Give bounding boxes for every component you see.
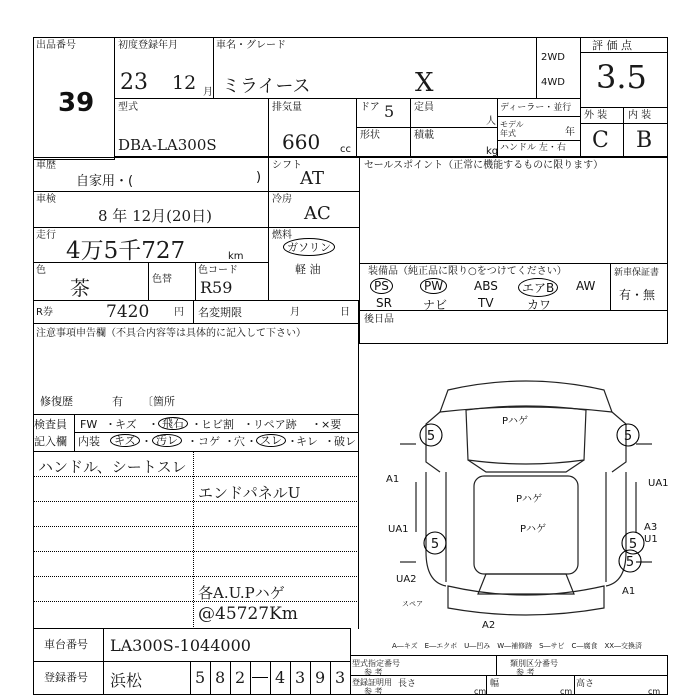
month-unit: 月	[290, 307, 300, 318]
equip-airbag: エアB	[518, 278, 558, 297]
car-damage-diagram	[376, 372, 676, 632]
equipment-label: 装備品（純正品に限り○をつけてください）	[368, 266, 567, 277]
year-unit: 年	[565, 127, 575, 138]
inspection-label: 車検	[36, 194, 56, 205]
model-year-label-1: モデル	[500, 120, 524, 129]
doors-label: ドア	[360, 102, 380, 113]
size-ref: 参 考	[364, 687, 383, 696]
shape-label: 形状	[360, 130, 380, 141]
label-left3: UA2	[396, 574, 417, 585]
insp-r2-hole: 穴	[234, 435, 245, 448]
load-label: 積載	[414, 130, 434, 141]
fuel-diesel: 軽 油	[295, 263, 321, 276]
insp-r1-crack: ヒビ割	[201, 418, 234, 431]
note-line-4: @45727Km	[198, 604, 298, 624]
width-label: 幅	[490, 679, 500, 689]
cert-value: 有・無	[619, 288, 656, 302]
chassis-label: 車台番号	[44, 638, 88, 651]
notes-label: 注意事項申告欄（不具合内容等は具体的に記入して下さい）	[36, 328, 306, 339]
class-label: 類別区分番号	[510, 659, 558, 668]
insp-r2-wear: スレ	[256, 434, 286, 447]
equip-aw: AW	[576, 279, 596, 293]
width-unit: cm	[560, 687, 573, 696]
chassis-value: LA300S-1044000	[110, 636, 251, 655]
type-cert-ref: 参 考	[364, 668, 383, 677]
equip-navi: ナビ	[423, 298, 448, 312]
label-lower: Pハゲ	[520, 524, 547, 535]
mark-1: 5	[426, 429, 436, 444]
mileage-unit: km	[228, 251, 244, 262]
label-left2: UA1	[388, 524, 409, 535]
inspector-label-1: 検査員	[34, 418, 67, 431]
shift-label: シフト	[272, 160, 302, 171]
rear-box	[359, 310, 668, 344]
capacity-label: 定員	[414, 102, 434, 113]
equip-sr: SR	[376, 296, 392, 310]
insp-r1-chip: 飛石	[158, 417, 188, 430]
plate-label: 登録番号	[44, 671, 88, 684]
left-block	[33, 157, 269, 301]
label-right1: UA1	[648, 478, 669, 489]
label-spare: スペア	[402, 600, 423, 608]
recycle-value: 7420	[106, 302, 150, 322]
type-cert-label: 型式指定番号	[352, 659, 400, 668]
mark-2: 5	[623, 429, 633, 444]
reg-month: 12	[172, 72, 197, 94]
mileage-label: 走行	[36, 230, 56, 241]
first-reg-label: 初度登録年月	[118, 40, 178, 51]
equip-leather: カワ	[527, 298, 552, 312]
equip-abs: ABS	[474, 279, 498, 293]
label-left1: A1	[386, 474, 400, 485]
mark-4: 5	[628, 537, 638, 552]
reg-year: 23	[120, 70, 148, 95]
fuel-label: 燃料	[272, 230, 292, 241]
color-code-label: 色コード	[198, 265, 238, 276]
insp-r1-repair: リペア跡	[253, 418, 297, 431]
insp-r1-fw: FW	[80, 418, 98, 431]
model-label: 型式	[118, 102, 138, 113]
plate-digit-5: 4	[275, 668, 286, 687]
inspection-value: 8 年 12月(20日)	[98, 207, 212, 225]
label-right2a: A3	[644, 522, 658, 533]
label-right2b: U1	[644, 534, 658, 545]
plate-digit-1: 5	[195, 668, 206, 687]
ac-label: 冷房	[272, 194, 292, 205]
class-ref: 参 考	[516, 668, 535, 677]
plate-digit-3: 2	[235, 668, 246, 687]
insp-r2-cut: キレ	[296, 435, 318, 448]
color-value: 茶	[70, 276, 90, 300]
car-name: ミライース	[222, 76, 311, 97]
day-unit: 日	[340, 307, 350, 318]
equip-ps: PS	[370, 278, 393, 294]
displacement-label: 排気量	[272, 102, 302, 113]
drive-2wd: 2WD	[541, 52, 565, 63]
plate-digit-8: 3	[335, 668, 346, 687]
interior-label: 内 装	[628, 110, 652, 121]
location-label: 〔箇所	[142, 395, 175, 408]
height-unit: cm	[648, 687, 661, 696]
rear-label: 後日品	[364, 314, 394, 325]
equip-pw: PW	[420, 278, 447, 294]
size-label: 登録証明用	[352, 678, 392, 687]
mileage-value: 4万5千727	[66, 238, 186, 264]
fuel-gas: ガソリン	[283, 238, 335, 256]
capacity-unit: 人	[486, 116, 496, 127]
insp-r2-tear: 破レ	[334, 435, 356, 448]
recycle-unit: 円	[174, 307, 184, 318]
notes-area	[33, 451, 359, 629]
plate-digit-2: 8	[215, 668, 226, 687]
exterior-label: 外 装	[584, 110, 608, 121]
color-code-value: R59	[200, 278, 233, 297]
insp-r2-stain: 汚レ	[152, 434, 182, 447]
label-mid: Pハゲ	[516, 494, 543, 505]
displacement-unit: cc	[340, 144, 351, 155]
equip-tv: TV	[478, 296, 494, 310]
insp-r1-scratch: キズ	[115, 418, 137, 431]
label-top: Pハゲ	[502, 416, 529, 427]
drive-4wd: 4WD	[541, 77, 565, 88]
interior-value: B	[636, 128, 653, 153]
exterior-value: C	[592, 128, 609, 153]
insp-r2-scratch: キズ	[110, 434, 140, 447]
mark-3: 5	[430, 537, 440, 552]
color-label: 色	[36, 265, 46, 276]
doors-value: 5	[384, 102, 395, 121]
lot-label: 出品番号	[36, 40, 76, 51]
ac-value: AC	[304, 203, 331, 224]
model-year-label-2: 年式	[500, 129, 516, 138]
score-label: 評 価 点	[592, 39, 632, 52]
name-change-label: 名変期限	[198, 306, 242, 319]
recycle-row	[33, 300, 359, 324]
model-value: DBA-LA300S	[118, 136, 217, 154]
insp-r1-need: ×要	[321, 418, 342, 431]
lot-value: 39	[58, 88, 95, 118]
length-label: 長さ	[398, 679, 417, 689]
plate-region: 浜松	[110, 671, 143, 690]
displacement-value: 660	[282, 130, 321, 154]
note-line-2: エンドパネルU	[198, 484, 301, 502]
reg-month-unit: 月	[203, 87, 213, 98]
shift-value: AT	[300, 168, 325, 189]
car-name-label: 車名・グレード	[216, 40, 286, 51]
grade: X	[415, 68, 434, 98]
plate-dash	[252, 677, 268, 678]
load-unit: kg	[486, 146, 499, 157]
history-label: 車歴	[36, 160, 56, 171]
handle-label: ハンドル 左・右	[500, 143, 566, 153]
dealer-label: ディーラー・並行	[500, 103, 572, 113]
repair-label: 修復歴	[40, 395, 73, 408]
history-value: 自家用・(	[76, 174, 134, 189]
length-unit: cm	[474, 687, 487, 696]
inspector-label-2: 記入欄	[34, 435, 67, 448]
recycle-label: R券	[36, 307, 53, 318]
note-line-1: ハンドル、シートスレ	[38, 458, 187, 476]
sales-box	[359, 157, 668, 264]
diagram-legend: A―キズ E―エクボ U―凹み W―補修跡 S―サビ C―腐食 XX―交換済	[392, 642, 643, 650]
history-close: )	[256, 170, 262, 185]
plate-digit-7: 9	[315, 668, 326, 687]
score-value: 3.5	[596, 58, 647, 96]
inspection-sheet: 出品番号 39 初度登録年月 23 12 月 車名・グレード ミライース X 2WD 4WD 評 価 点 3.5 外 装 内 装 C B 型式 DBA-LA300S 排気量 660 cc ドア 5 定員 人 形状 積載 kg ディーラー・並行 モデル 年式 年 ハンドル 左・右 車歴 自家用・( ) 車検 8 年 12月(20日) 走行 4万5千727 km 色 茶 色替 色コード R59 R券 7420 円 名変期限 月 日 シフト AT 冷房 AC 燃料 ガソリン 軽 油 セールスポイント（正常に機能するものに限ります） 装備品（純正品に限り○をつけてください） 新車保証書 有・無 PS PW ABS エアB AW SR ナビ TV カワ 後日品 注意事項申告欄（不具合内容等は具体的に記入して下さい） 修復歴 有 〔箇所 検査員 記入欄 FW キズ 飛石 ヒビ割 リペア跡 ×要 内装 キズ 汚レ コゲ 穴 スレ キレ 破レ ・ ・ ・ ・ ・ ・ ・ ・ ・ ・ ・ ハンドル、シートスレ エンドパネルU 各A.U.Pハゲ @45727Km 5 5 5 5 5 Pハゲ Pハゲ Pハゲ A1 UA1 UA1 A3 U1 UA2 A1 A2 スペア A―キズ E―エクボ U―凹み W―補修跡 S―サビ C―腐食 XX―交換済 車台番号 LA300S-1044000 登録番号 浜松 5 8 2 4 3 9 3 型式指定番号 参 考 類別区分番号 参 考 登録証明用 参 考 長さ cm 幅 cm 高さ cm	[0, 0, 700, 700]
note-line-3: 各A.U.Pハゲ	[198, 584, 285, 602]
sales-label: セールスポイント（正常に機能するものに限ります）	[364, 160, 604, 171]
cert-label: 新車保証書	[614, 268, 660, 278]
mark-5: 5	[625, 555, 635, 570]
plate-digit-6: 3	[295, 668, 306, 687]
insp-r2-interior: 内装	[78, 435, 100, 448]
label-right3: A1	[622, 586, 636, 597]
repaint-label: 色替	[152, 274, 172, 285]
repair-value: 有	[112, 395, 123, 408]
insp-r2-burn: コゲ	[198, 435, 220, 448]
label-bottom: A2	[482, 620, 496, 631]
height-label: 高さ	[576, 679, 595, 689]
